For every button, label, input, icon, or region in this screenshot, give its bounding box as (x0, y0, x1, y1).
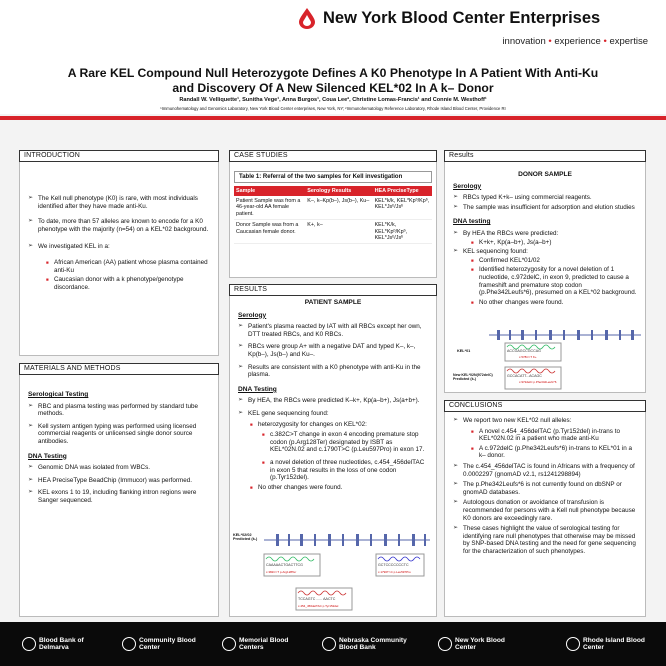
tagline (502, 36, 648, 47)
brand-name: New York Blood Center Enterprises (323, 8, 601, 27)
footer-logo-text: New York Blood Center (455, 637, 505, 651)
results-bullet (453, 248, 637, 306)
results-heading: RESULTS (229, 284, 437, 296)
results-bullet: ➢ The sample was insufficient for adsorption and elution studies (453, 204, 637, 212)
table-cell: Patient Sample was from a 46-year-old AA female patient. (234, 196, 305, 220)
title-line-2: and Discovery Of A New Silenced KEL*02 In A k– Donor (172, 81, 494, 95)
intro-sub-bullet: ■ Caucasian donor with a k phenotype/genotype discordance. (46, 276, 210, 291)
table-cell: K–, k–Kp(b–), Js(b–), Ku– (305, 196, 372, 220)
drop-logo-icon (222, 637, 236, 651)
footer (0, 622, 666, 666)
table-header: HEA PreciseType (373, 186, 432, 196)
methods-heading: MATERIALS AND METHODS (19, 363, 219, 375)
intro-bullet (28, 243, 210, 291)
mutation-label: c.578C>T K+ (519, 355, 537, 359)
methods-bullet: ➢ RBC and plasma testing was performed by standard tube methods. (28, 403, 210, 418)
drop-logo-icon (322, 637, 336, 651)
results-donor-section (444, 150, 646, 393)
intro-bullet-text: We investigated KEL in a: (38, 243, 110, 251)
methods-bullet: ➢ KEL exons 1 to 19, including flanking intron regions were Sanger sequenced. (28, 489, 210, 504)
sequence-text: GCTCCCCCCCTC (378, 563, 409, 567)
tagline-dot: • (603, 36, 607, 47)
table-row (234, 196, 432, 220)
methods-subheading: DNA Testing (28, 452, 67, 460)
footer-logo-text: Nebraska Community Blood Bank (339, 637, 407, 651)
drop-logo-icon (22, 637, 36, 651)
intro-sub-bullet: ■ African American (AA) patient whose plasma contained anti-Ku (46, 259, 210, 274)
conclusion-bullet: ➢ Autologous donation or avoidance of transfusion is recommended for persons with a Kell null phenotype because K0 donors are exceedingly rare. (453, 499, 637, 522)
results-subheading: Serology (238, 311, 267, 319)
patient-gene-figure (230, 530, 436, 616)
methods-subheading: Serological Testing (28, 391, 89, 398)
table-cell: K+, k– (305, 220, 372, 244)
footer-logo (322, 622, 408, 666)
results-bullet-text: KEL gene sequencing found: (248, 409, 329, 417)
introduction-section (19, 150, 219, 356)
conclusion-bullet-text: We report two new KEL*02 null alleles: (463, 417, 572, 424)
conclusion-sub-bullet: ■ A c.972delC (p.Phe342Leufs*6) in-trans to KEL*01 in a k– donor. (471, 445, 637, 460)
results-patient-section (229, 284, 437, 617)
sequence-text: ACCGAGCCGCCAG (507, 349, 541, 353)
methods-bullet: ➢ HEA PreciseType BeadChip (Immucor) was performed. (28, 477, 210, 485)
results-bullet (453, 230, 637, 246)
results-sub-bullet: ■ No other changes were found. (471, 299, 637, 307)
affiliations: ¹Immunohematology and Genomics Laboratory, New York Blood Center enterprises, New York, NY; ²Immunohematology Reference Laboratory, Rhode Island Blood Center, Providence RI (160, 106, 506, 111)
table-row (234, 220, 432, 244)
results-sub-bullet: ■ Confirmed KEL*01/02 (471, 257, 637, 265)
results-bullet: ➢ Patient's plasma reacted by IAT with all RBCs except her own, DTT treated RBCs, and K0 RBCs. (238, 323, 428, 338)
results-bullet-text: By HEA the RBCs were predicted: (463, 229, 559, 237)
results-bullet-text: KEL sequencing found: (463, 248, 528, 256)
mutation-label: c.382C>T p.Arg128Ter (266, 570, 297, 574)
conclusion-bullet: ➢ The p.Phe342Leufs*6 is not currently found on dbSNP or gnomAD databases. (453, 481, 637, 496)
panel-title: PATIENT SAMPLE (304, 299, 362, 306)
panel-title: DONOR SAMPLE (518, 171, 572, 178)
drop-logo-icon (566, 637, 580, 651)
brand (296, 7, 600, 29)
conclusion-bullet: ➢ These cases highlight the value of serological testing for identifying rare null phenotypes that otherwise may be missed by SNP-based DNA testing and the need for gene sequencing for the characterization of such phenotypes. (453, 525, 637, 555)
table-cell: KEL*k/k, KEL*Kpᵇ/Kpᵇ, KEL*Jsᵇ/Jsᵇ (373, 196, 432, 220)
authors: Randall W. Velliquette¹, Sunitha Vege¹, Anna Burgos¹, Coua Lee², Christine Lomas-Francis¹ and Connie M. Westhoff¹ (179, 97, 487, 103)
table-header: Sample (234, 186, 305, 196)
mutation-label: c.1790T>C p.Leu597Pro (378, 570, 411, 574)
results-right-heading: Results (444, 150, 646, 162)
sequence-text: CAAAAACTGACTTCG (266, 563, 303, 567)
conclusion-bullet: ➢ The c.454_456delTAC is found in Africans with a frequency of 0.0002297 (gnomAD v2.1, rs1241298894) (453, 463, 637, 478)
table-header-row (234, 186, 432, 196)
results-sub-text: heterozygosity for changes on KEL*02: (258, 420, 367, 428)
results-bullet (238, 410, 428, 491)
footer-logo-text: Community Blood Center (139, 637, 196, 651)
footer-logo (438, 622, 522, 666)
results-sub-bullet: ■ K+k+, Kp(a–b+), Js(a–b+) (471, 239, 637, 247)
title-line-1: A Rare KEL Compound Null Heterozygote Defines A K0 Phenotype In A Patient With Anti-Ku (67, 66, 599, 80)
donor-gene-figure (445, 329, 645, 391)
footer-logo-text: Rhode Island Blood Center (583, 637, 645, 651)
figure-label: KEL*02/02 Predicted (k-) (233, 533, 258, 542)
results-sub-bullet: ■ c.382C>T change in exon 4 encoding premature stop codon (p.Arg128Ter) designated by ISBT as KEL*02N.02 and c.1790T>C (p.Leu597Pro) in exon 17. (262, 431, 428, 454)
footer-logo (566, 622, 650, 666)
footer-logo (22, 622, 106, 666)
intro-bullet: ➢ The Kell null phenotype (K0) is rare, with most individuals identified after they have made anti-Ku. (28, 195, 210, 210)
conclusions-section (444, 400, 646, 617)
drop-logo-icon (296, 7, 318, 29)
introduction-heading: INTRODUCTION (19, 150, 219, 162)
figure-label: KEL*01 (457, 349, 471, 353)
sequence-text: TCCAGTC ...... AACTC (298, 597, 336, 601)
results-sub-bullet: ■ a novel deletion of three nucleotides, c.454_456delTAC in exon 5 that results in the loss of one codon (p.Tyr152del). (262, 459, 428, 482)
results-bullet: ➢ RBCs were group A+ with a negative DAT and typed K–, k–, Kp(b–), Js(b–) and Ku–. (238, 343, 428, 358)
drop-logo-icon (122, 637, 136, 651)
case-studies-section (229, 150, 437, 278)
tagline-word: expertise (609, 36, 648, 47)
tagline-word: innovation (502, 36, 546, 47)
drop-logo-icon (438, 637, 452, 651)
conclusion-sub-bullet: ■ A novel c.454_456delTAC (p.Tyr152del) in-trans to KEL*02N.02 in a patient who made anti-Ku (471, 428, 637, 443)
results-bullet: ➢ Results are consistent with a K0 phenotype with anti-Ku in the plasma. (238, 364, 428, 379)
results-sub-bullet: ■ No other changes were found. (250, 484, 428, 492)
table-cell: Donor Sample was from a Caucasian female donor. (234, 220, 305, 244)
results-bullet: ➢ RBCs typed K+k– using commercial reagents. (453, 194, 637, 202)
intro-bullet: ➢ To date, more than 57 alleles are known to encode for a K0 phenotype with the majority (n=54) on a KEL*02 background. (28, 218, 210, 233)
header-divider (0, 116, 666, 120)
results-subheading: Serology (453, 182, 482, 190)
case-studies-heading: CASE STUDIES (229, 150, 437, 162)
results-subheading: DNA testing (453, 218, 491, 226)
mutation-label: c.454_456delTAC p.Tyr152del (298, 604, 339, 608)
results-bullet: ➢ By HEA, the RBCs were predicted K–k+, Kp(a–b+), Js(a+b+). (238, 397, 428, 405)
table-cell: KEL*K/k, KEL*Kpᵇ/Kpᵇ, KEL*Jsᵇ/Jsᵇ (373, 220, 432, 244)
table-caption: Table 1: Referral of the two samples for Kell investigation (234, 171, 432, 183)
sequence-text: GCCACATT...ACAGC (507, 374, 542, 378)
tagline-dot: • (548, 36, 552, 47)
poster-title (0, 66, 666, 96)
footer-logo (122, 622, 206, 666)
tagline-word: experience (554, 36, 601, 47)
case-table (234, 186, 432, 244)
footer-logo-text: Blood Bank of Delmarva (39, 637, 84, 651)
figure-label: New KEL*02N(972delC) Predicted (k-) (453, 373, 493, 382)
results-subheading: DNA Testing (238, 385, 277, 393)
footer-logo-text: Memorial Blood Centers (239, 637, 289, 651)
methods-section (19, 363, 219, 617)
mutation-label: c.972delC p.Phe342Leufs*6 (519, 380, 557, 384)
results-sub-bullet: ■ Identified heterozygosity for a novel deletion of 1 nucleotide, c.972delC, in exon 9, predicted to cause a frameshift and premature stop codon (p.Phe342Leufs*6), presumed on a KEL*02 background. (471, 266, 637, 296)
conclusion-bullet (453, 417, 637, 460)
methods-bullet: ➢ Genomic DNA was isolated from WBCs. (28, 464, 210, 472)
conclusions-heading: CONCLUSIONS (444, 400, 646, 412)
table-header: Serology Results (305, 186, 372, 196)
results-sub-bullet (250, 421, 428, 482)
methods-bullet: ➢ Kell system antigen typing was performed using licensed commercial reagents or unlicensed single donor source antibodies. (28, 423, 210, 446)
header (0, 0, 666, 114)
footer-logo (222, 622, 306, 666)
